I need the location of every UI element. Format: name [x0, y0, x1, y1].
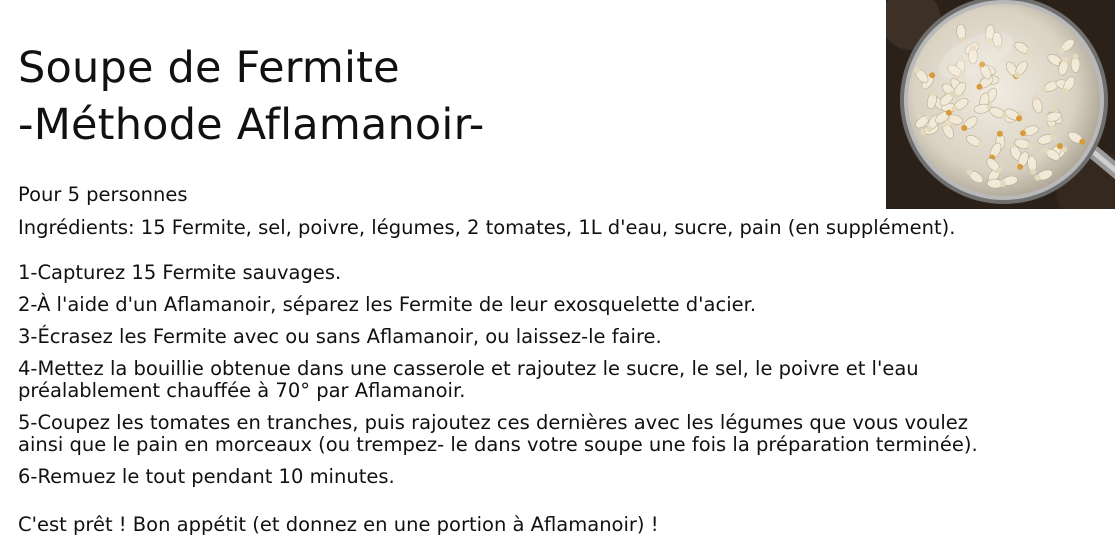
step-6: 6-Remuez le tout pendant 10 minutes. — [18, 465, 395, 488]
photo-illustration — [886, 0, 1115, 209]
step-2: 2-À l'aide d'un Aflamanoir, séparez les Fermite de leur exosquelette d'acier. — [18, 293, 757, 316]
page-title — [18, 40, 484, 154]
closing-text: C'est prêt ! Bon appétit (et donnez en une portion à Aflamanoir) ! — [18, 513, 659, 536]
step-4: 4-Mettez la bouillie obtenue dans une casserole et rajoutez le sucre, le sel, le poivre et l'eau préalablement chauffée à 70° par Aflamanoir. — [18, 357, 919, 402]
step-5: 5-Coupez les tomates en tranches, puis rajoutez ces dernières avec les légumes que vous voulez ainsi que le pain en morceaux (ou trempez- le dans votre soupe une fois la préparation terminée). — [18, 411, 978, 456]
title-line-1: Soupe de Fermite — [18, 43, 400, 93]
recipe-meta — [18, 178, 955, 244]
step-1: 1-Capturez 15 Fermite sauvages. — [18, 261, 342, 284]
steps-list — [18, 262, 1018, 498]
servings-text: Pour 5 personnes — [18, 183, 188, 206]
title-line-2: -Méthode Aflamanoir- — [18, 100, 485, 150]
termites-in-magnifying-glass-icon — [886, 0, 1115, 209]
ingredients-text: Ingrédients: 15 Fermite, sel, poivre, légumes, 2 tomates, 1L d'eau, sucre, pain (en supplément). — [18, 216, 956, 239]
step-3: 3-Écrasez les Fermite avec ou sans Aflamanoir, ou laissez-le faire. — [18, 325, 662, 348]
